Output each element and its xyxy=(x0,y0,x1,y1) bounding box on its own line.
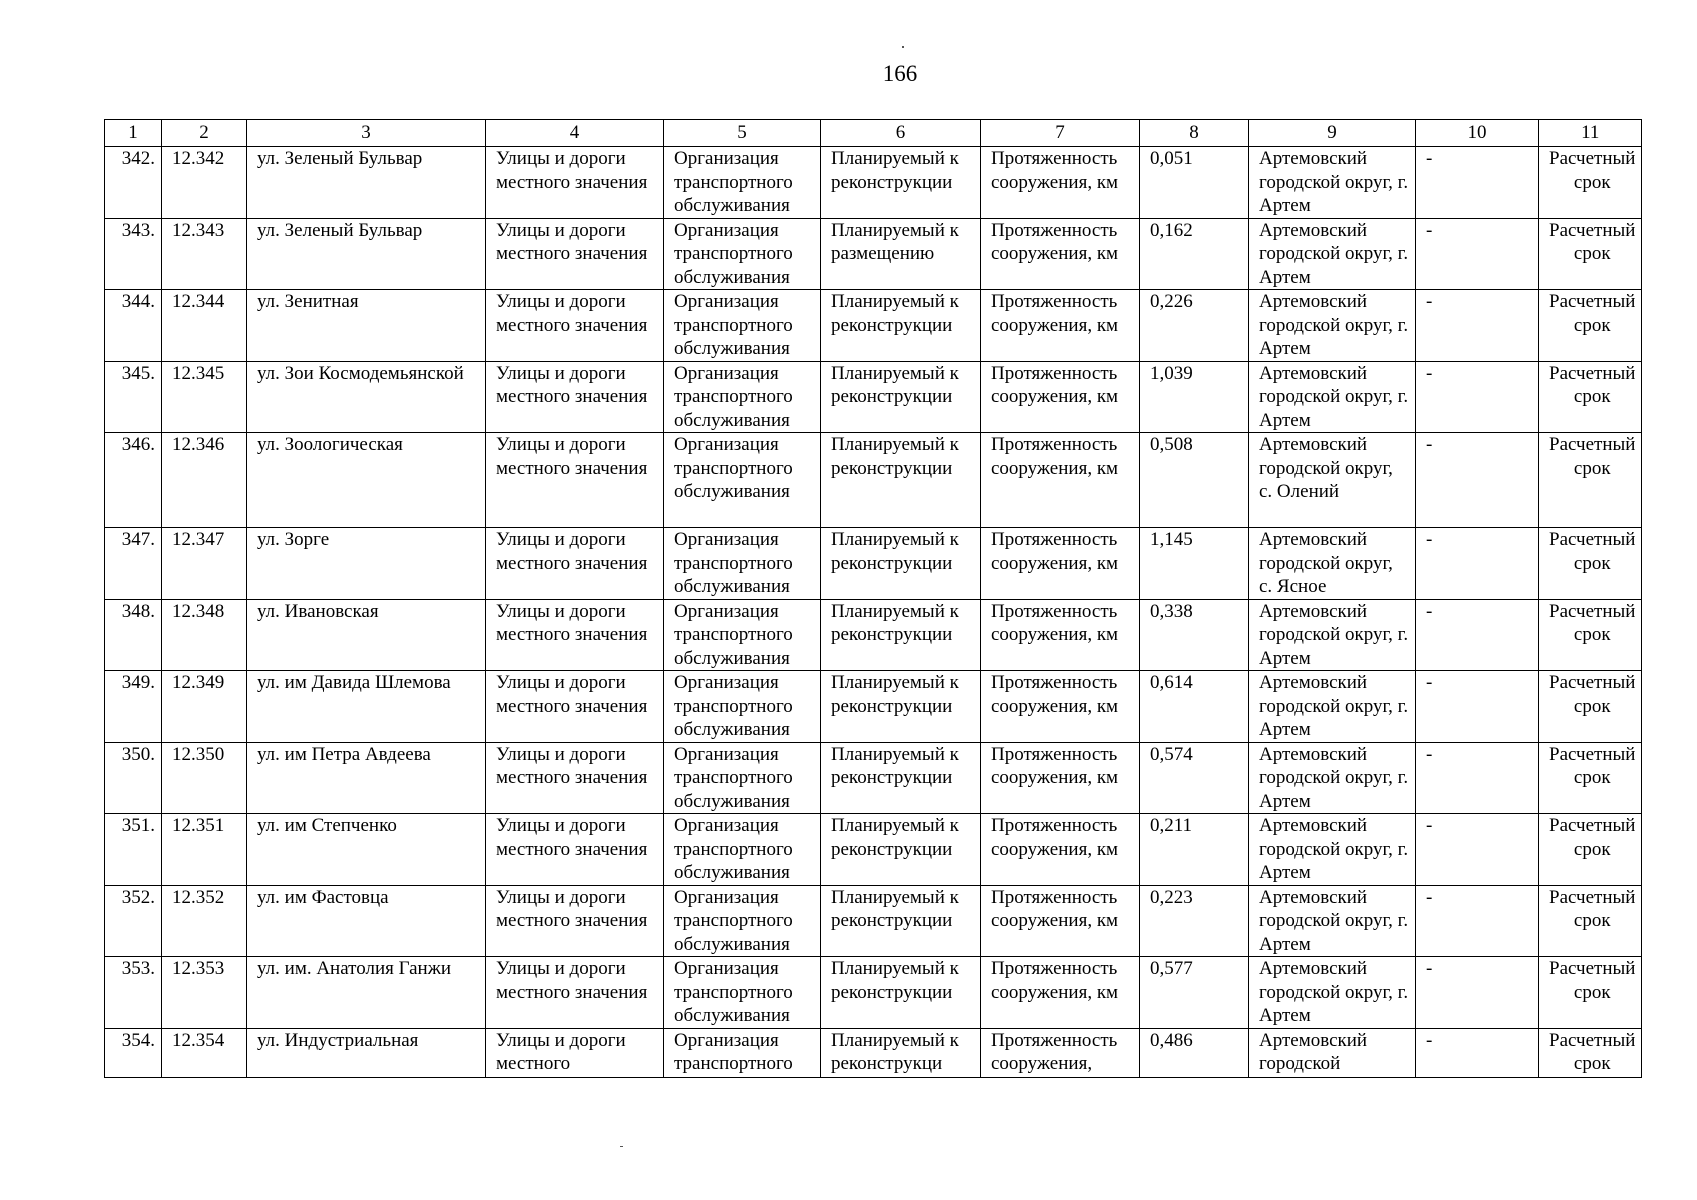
row-number: 346. xyxy=(105,433,162,528)
characteristic-value: 0,508 xyxy=(1140,433,1249,528)
zone-value: - xyxy=(1416,361,1539,433)
object-purpose: Организация транспортного обслуживания xyxy=(664,957,821,1029)
row-number: 344. xyxy=(105,290,162,362)
implementation-term: Расчетный срок xyxy=(1539,147,1642,219)
row-number: 348. xyxy=(105,599,162,671)
zone-value: - xyxy=(1416,671,1539,743)
object-characteristic: Протяженность сооружения, км xyxy=(981,885,1140,957)
row-number: 353. xyxy=(105,957,162,1029)
object-name: ул. Зенитная xyxy=(247,290,486,362)
object-code: 12.347 xyxy=(162,528,247,600)
object-location: Артемовский городской округ, г. Артем xyxy=(1249,742,1416,814)
object-purpose: Организация транспортного обслуживания xyxy=(664,147,821,219)
characteristic-value: 0,226 xyxy=(1140,290,1249,362)
page-number: 166 xyxy=(882,61,918,86)
zone-value: - xyxy=(1416,885,1539,957)
object-location: Артемовский городской округ, г. Артем xyxy=(1249,147,1416,219)
object-location: Артемовский городской округ, г. Артем xyxy=(1249,957,1416,1029)
table-row xyxy=(105,957,1642,1029)
scan-speck-top xyxy=(902,46,904,48)
object-category: Улицы и дороги местного xyxy=(486,1028,664,1077)
column-number: 1 xyxy=(105,120,162,147)
characteristic-value: 0,051 xyxy=(1140,147,1249,219)
characteristic-value: 0,211 xyxy=(1140,814,1249,886)
object-category: Улицы и дороги местного значения xyxy=(486,433,664,528)
object-location: Артемовский городской округ, г. Артем xyxy=(1249,599,1416,671)
object-location: Артемовский городской округ, г. Артем xyxy=(1249,671,1416,743)
column-number: 2 xyxy=(162,120,247,147)
object-name: ул. им Давида Шлемова xyxy=(247,671,486,743)
implementation-term: Расчетный срок xyxy=(1539,528,1642,600)
object-code: 12.354 xyxy=(162,1028,247,1077)
object-code: 12.343 xyxy=(162,218,247,290)
object-location: Артемовский городской округ, г. Артем xyxy=(1249,885,1416,957)
implementation-term: Расчетный срок xyxy=(1539,599,1642,671)
characteristic-value: 1,039 xyxy=(1140,361,1249,433)
object-code: 12.352 xyxy=(162,885,247,957)
implementation-term: Расчетный срок xyxy=(1539,814,1642,886)
characteristic-value: 0,574 xyxy=(1140,742,1249,814)
scan-speck-bottom xyxy=(620,1146,623,1147)
object-purpose: Организация транспортного обслуживания xyxy=(664,218,821,290)
object-purpose: Организация транспортного обслуживания xyxy=(664,885,821,957)
object-location: Артемовский городской округ, г. Артем xyxy=(1249,290,1416,362)
object-status: Планируемый к реконструкции xyxy=(821,814,981,886)
object-category: Улицы и дороги местного значения xyxy=(486,218,664,290)
row-number: 350. xyxy=(105,742,162,814)
object-code: 12.349 xyxy=(162,671,247,743)
object-characteristic: Протяженность сооружения, км xyxy=(981,218,1140,290)
object-location: Артемовский городской xyxy=(1249,1028,1416,1077)
object-category: Улицы и дороги местного значения xyxy=(486,957,664,1029)
object-name: ул. Индустриальная xyxy=(247,1028,486,1077)
characteristic-value: 0,162 xyxy=(1140,218,1249,290)
object-purpose: Организация транспортного обслуживания xyxy=(664,814,821,886)
zone-value: - xyxy=(1416,290,1539,362)
object-location: Артемовский городской округ, с. Ясное xyxy=(1249,528,1416,600)
object-name: ул. им Степченко xyxy=(247,814,486,886)
row-number: 347. xyxy=(105,528,162,600)
characteristic-value: 0,223 xyxy=(1140,885,1249,957)
zone-value: - xyxy=(1416,433,1539,528)
object-name: ул. Зеленый Бульвар xyxy=(247,147,486,219)
object-status: Планируемый к реконструкции xyxy=(821,885,981,957)
object-status: Планируемый к реконструкции xyxy=(821,433,981,528)
object-code: 12.342 xyxy=(162,147,247,219)
object-status: Планируемый к реконструкции xyxy=(821,957,981,1029)
implementation-term: Расчетный срок xyxy=(1539,671,1642,743)
zone-value: - xyxy=(1416,147,1539,219)
object-category: Улицы и дороги местного значения xyxy=(486,361,664,433)
object-category: Улицы и дороги местного значения xyxy=(486,885,664,957)
characteristic-value: 1,145 xyxy=(1140,528,1249,600)
row-number: 343. xyxy=(105,218,162,290)
column-number: 4 xyxy=(486,120,664,147)
table-body xyxy=(105,147,1642,1078)
object-category: Улицы и дороги местного значения xyxy=(486,671,664,743)
column-number-row xyxy=(105,120,1642,147)
object-category: Улицы и дороги местного значения xyxy=(486,599,664,671)
object-purpose: Организация транспортного обслуживания xyxy=(664,290,821,362)
object-characteristic: Протяженность сооружения, км xyxy=(981,671,1140,743)
object-location: Артемовский городской округ, г. Артем xyxy=(1249,814,1416,886)
object-status: Планируемый к реконструкции xyxy=(821,742,981,814)
zone-value: - xyxy=(1416,599,1539,671)
object-status: Планируемый к размещению xyxy=(821,218,981,290)
object-characteristic: Протяженность сооружения, км xyxy=(981,290,1140,362)
row-number: 354. xyxy=(105,1028,162,1077)
object-characteristic: Протяженность сооружения, км xyxy=(981,599,1140,671)
object-purpose: Организация транспортного обслуживания xyxy=(664,433,821,528)
implementation-term: Расчетный срок xyxy=(1539,885,1642,957)
object-status: Планируемый к реконструкци xyxy=(821,1028,981,1077)
row-number: 352. xyxy=(105,885,162,957)
object-status: Планируемый к реконструкции xyxy=(821,528,981,600)
object-name: ул. Ивановская xyxy=(247,599,486,671)
object-characteristic: Протяженность сооружения, км xyxy=(981,361,1140,433)
object-code: 12.345 xyxy=(162,361,247,433)
column-number: 3 xyxy=(247,120,486,147)
object-status: Планируемый к реконструкции xyxy=(821,290,981,362)
characteristic-value: 0,338 xyxy=(1140,599,1249,671)
object-name: ул. им. Анатолия Ганжи xyxy=(247,957,486,1029)
column-number: 11 xyxy=(1539,120,1642,147)
column-number: 6 xyxy=(821,120,981,147)
table-row xyxy=(105,290,1642,362)
object-category: Улицы и дороги местного значения xyxy=(486,147,664,219)
object-code: 12.348 xyxy=(162,599,247,671)
implementation-term: Расчетный срок xyxy=(1539,433,1642,528)
object-table xyxy=(104,119,1642,1078)
object-characteristic: Протяженность сооружения, км xyxy=(981,742,1140,814)
object-category: Улицы и дороги местного значения xyxy=(486,742,664,814)
zone-value: - xyxy=(1416,218,1539,290)
object-status: Планируемый к реконструкции xyxy=(821,147,981,219)
object-name: ул. Зеленый Бульвар xyxy=(247,218,486,290)
object-characteristic: Протяженность сооружения, км xyxy=(981,528,1140,600)
object-code: 12.344 xyxy=(162,290,247,362)
characteristic-value: 0,614 xyxy=(1140,671,1249,743)
object-characteristic: Протяженность сооружения, км xyxy=(981,433,1140,528)
implementation-term: Расчетный срок xyxy=(1539,290,1642,362)
column-number: 8 xyxy=(1140,120,1249,147)
zone-value: - xyxy=(1416,957,1539,1029)
object-name: ул. Зоологическая xyxy=(247,433,486,528)
object-characteristic: Протяженность сооружения, км xyxy=(981,957,1140,1029)
implementation-term: Расчетный срок xyxy=(1539,361,1642,433)
object-characteristic: Протяженность сооружения, км xyxy=(981,147,1140,219)
characteristic-value: 0,577 xyxy=(1140,957,1249,1029)
row-number: 351. xyxy=(105,814,162,886)
object-status: Планируемый к реконструкции xyxy=(821,361,981,433)
object-name: ул. Зои Космодемьянской xyxy=(247,361,486,433)
table-row xyxy=(105,218,1642,290)
object-code: 12.351 xyxy=(162,814,247,886)
table-row xyxy=(105,671,1642,743)
object-name: ул. им Фастовца xyxy=(247,885,486,957)
table-row xyxy=(105,599,1642,671)
object-name: ул. Зорге xyxy=(247,528,486,600)
table-row xyxy=(105,361,1642,433)
object-code: 12.350 xyxy=(162,742,247,814)
zone-value: - xyxy=(1416,742,1539,814)
row-number: 342. xyxy=(105,147,162,219)
table-row xyxy=(105,147,1642,219)
table-row xyxy=(105,1028,1642,1077)
zone-value: - xyxy=(1416,1028,1539,1077)
object-characteristic: Протяженность сооружения, xyxy=(981,1028,1140,1077)
object-location: Артемовский городской округ, с. Олений xyxy=(1249,433,1416,528)
row-number: 349. xyxy=(105,671,162,743)
zone-value: - xyxy=(1416,814,1539,886)
object-purpose: Организация транспортного обслуживания xyxy=(664,671,821,743)
row-number: 345. xyxy=(105,361,162,433)
object-status: Планируемый к реконструкции xyxy=(821,599,981,671)
table-row xyxy=(105,885,1642,957)
zone-value: - xyxy=(1416,528,1539,600)
object-purpose: Организация транспортного xyxy=(664,1028,821,1077)
object-location: Артемовский городской округ, г. Артем xyxy=(1249,361,1416,433)
implementation-term: Расчетный срок xyxy=(1539,1028,1642,1077)
object-purpose: Организация транспортного обслуживания xyxy=(664,528,821,600)
table-row xyxy=(105,814,1642,886)
object-location: Артемовский городской округ, г. Артем xyxy=(1249,218,1416,290)
column-number: 5 xyxy=(664,120,821,147)
object-category: Улицы и дороги местного значения xyxy=(486,814,664,886)
implementation-term: Расчетный срок xyxy=(1539,742,1642,814)
object-code: 12.353 xyxy=(162,957,247,1029)
column-number: 7 xyxy=(981,120,1140,147)
object-status: Планируемый к реконструкции xyxy=(821,671,981,743)
object-purpose: Организация транспортного обслуживания xyxy=(664,361,821,433)
object-purpose: Организация транспортного обслуживания xyxy=(664,742,821,814)
implementation-term: Расчетный срок xyxy=(1539,218,1642,290)
column-number: 9 xyxy=(1249,120,1416,147)
characteristic-value: 0,486 xyxy=(1140,1028,1249,1077)
table-row xyxy=(105,433,1642,528)
implementation-term: Расчетный срок xyxy=(1539,957,1642,1029)
object-code: 12.346 xyxy=(162,433,247,528)
object-category: Улицы и дороги местного значения xyxy=(486,290,664,362)
column-number: 10 xyxy=(1416,120,1539,147)
table-row xyxy=(105,528,1642,600)
object-characteristic: Протяженность сооружения, км xyxy=(981,814,1140,886)
object-category: Улицы и дороги местного значения xyxy=(486,528,664,600)
object-purpose: Организация транспортного обслуживания xyxy=(664,599,821,671)
table-row xyxy=(105,742,1642,814)
object-name: ул. им Петра Авдеева xyxy=(247,742,486,814)
